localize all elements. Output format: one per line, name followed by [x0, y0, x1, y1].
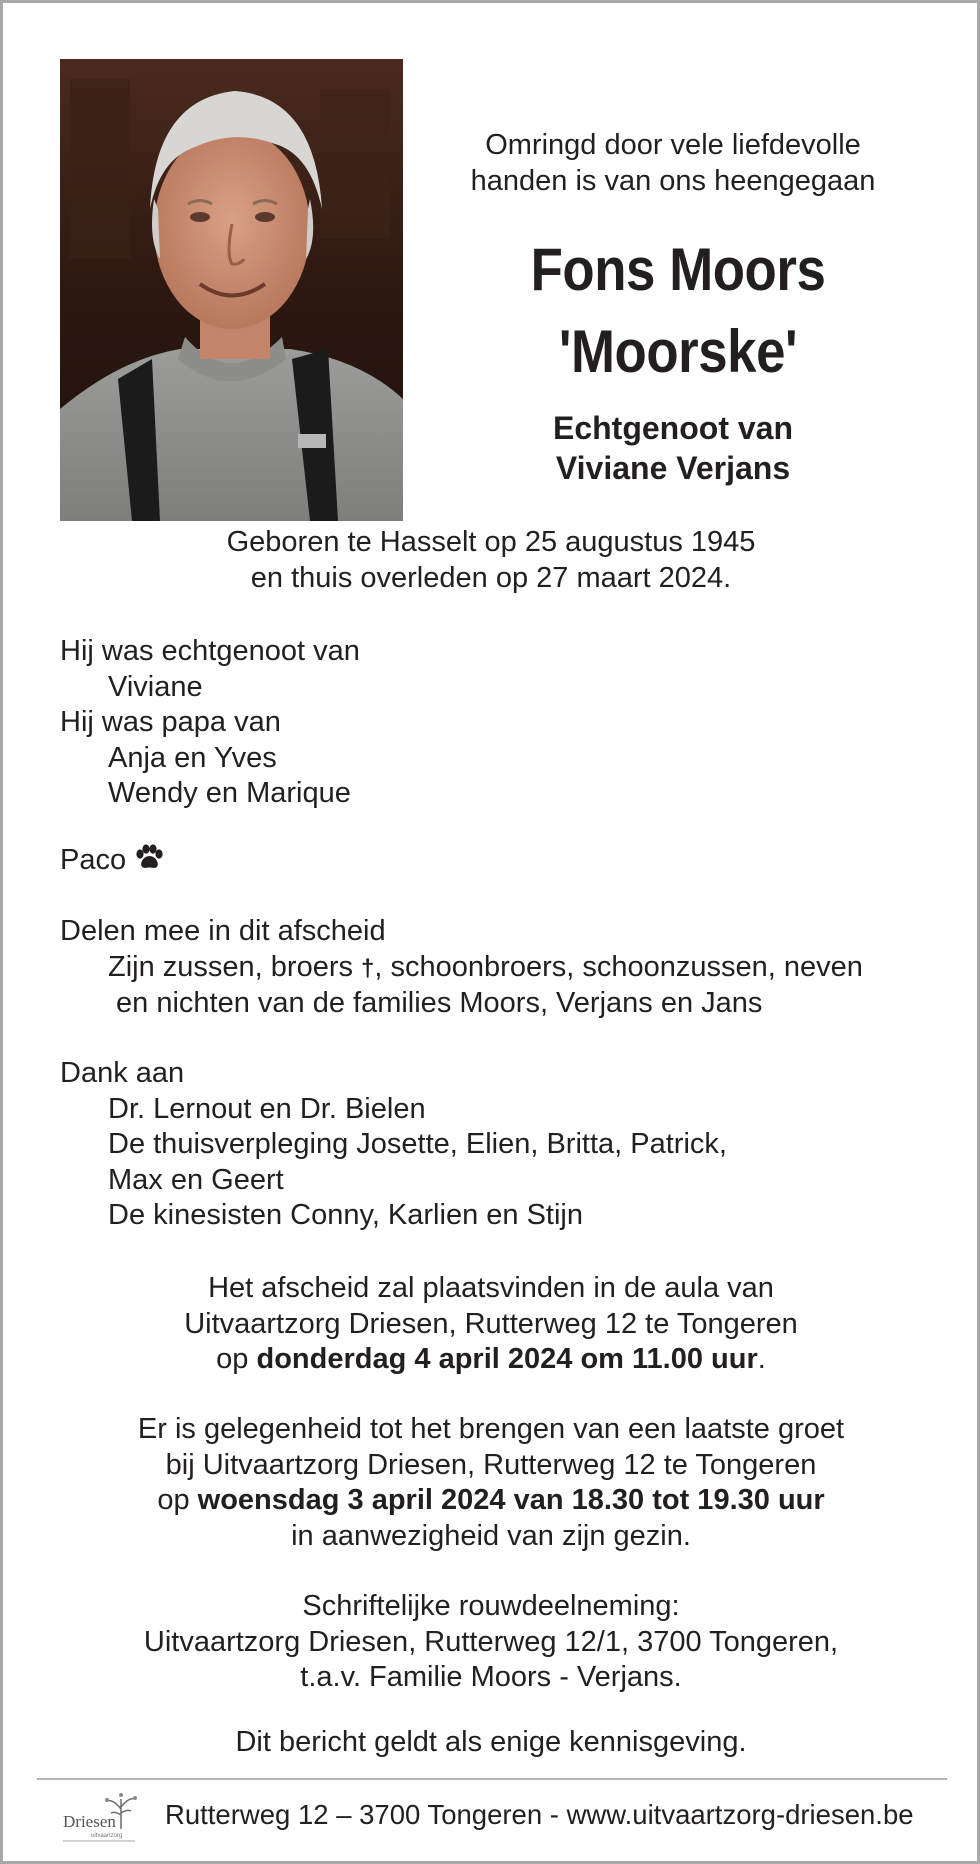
- full-name: Fons Moors: [530, 236, 826, 303]
- thanks-line: Dr. Lernout en Dr. Bielen: [108, 1092, 426, 1125]
- condolence-line-3: t.a.v. Familie Moors - Verjans.: [300, 1661, 682, 1693]
- spouse-line-2: Viviane Verjans: [555, 450, 791, 486]
- visitation-datetime: woensdag 3 april 2024 van 18.30 tot 19.30 uur: [197, 1484, 825, 1516]
- thanks-line: Max en Geert: [108, 1163, 284, 1196]
- visitation-line-4: in aanwezigheid van zijn gezin.: [291, 1519, 691, 1552]
- nickname: 'Moorske': [558, 318, 798, 385]
- thanks-heading: Dank aan: [60, 1057, 185, 1089]
- condolence-line-1: Schriftelijke rouwdeelneming:: [302, 1590, 680, 1622]
- paw-print-icon: [134, 844, 164, 882]
- ceremony-suffix: .: [757, 1343, 766, 1375]
- driesen-logo: [61, 1785, 145, 1845]
- share-line-1-end: , schoonbroers, schoonzussen, neven: [374, 950, 863, 983]
- deceased-name: [462, 229, 893, 393]
- ceremony-datetime: donderdag 4 april 2024 om 11.00 uur: [256, 1343, 758, 1375]
- thanks-line: De thuisverpleging Josette, Elien, Britta, Patrick,: [108, 1128, 727, 1160]
- pet-line: [60, 843, 940, 882]
- condolence-section: [60, 1589, 922, 1696]
- intro-text: [433, 127, 913, 199]
- ceremony-line-3: [60, 1342, 922, 1378]
- birth-death-info: [60, 524, 922, 596]
- visitation-section: [60, 1412, 922, 1554]
- svg-text:uitvaartzorg: uitvaartzorg: [91, 1833, 123, 1839]
- share-section: [60, 914, 940, 1022]
- ceremony-line-2: Uitvaartzorg Driesen, Rutterweg 12 te Tongeren: [184, 1307, 798, 1340]
- portrait-illustration: [60, 59, 403, 521]
- svg-text:Driesen: Driesen: [63, 1812, 116, 1831]
- share-line-2: en nichten van de families Moors, Verjans en Jans: [116, 987, 763, 1019]
- intro-line-2: handen is van ons heengegaan: [470, 165, 876, 197]
- visitation-line-1: Er is gelegenheid tot het brengen van een laatste groet: [137, 1413, 845, 1445]
- thanks-line: De kinesisten Conny, Karlien en Stijn: [108, 1199, 583, 1231]
- share-line-1-start: Zijn zussen, broers: [108, 950, 362, 983]
- spouse-line-1: Echtgenoot van: [552, 410, 793, 446]
- spouse-name: Viviane: [108, 670, 203, 703]
- portrait-photo: [60, 59, 403, 521]
- condolence-line-2: Uitvaartzorg Driesen, Rutterweg 12/1, 3700 Tongeren,: [143, 1625, 839, 1658]
- footer-address: Rutterweg 12 – 3700 Tongeren - www.uitvaartzorg-driesen.be: [165, 1799, 914, 1830]
- share-heading: Delen mee in dit afscheid: [60, 915, 386, 947]
- family-section: [60, 634, 940, 812]
- born-line-1: Geboren te Hasselt op 25 augustus 1945: [226, 526, 756, 558]
- closing-line: Dit bericht geldt als enige kennisgeving.: [235, 1726, 747, 1758]
- spouse-title: [433, 408, 913, 488]
- share-line-1: [60, 950, 940, 987]
- children-heading: Hij was papa van: [60, 706, 281, 738]
- thanks-section: [60, 1056, 940, 1234]
- ceremony-line-1: Het afscheid zal plaatsvinden in de aula van: [208, 1272, 774, 1304]
- ceremony-prefix: op: [216, 1343, 257, 1375]
- intro-line-1: Omringd door vele liefdevolle: [485, 129, 861, 161]
- pet-name: Paco: [60, 844, 127, 876]
- footer-divider: [37, 1778, 947, 1780]
- ceremony-section: [60, 1271, 922, 1378]
- cross-symbol: †: [361, 954, 375, 982]
- children-line: Wendy en Marique: [108, 777, 351, 809]
- spouse-heading: Hij was echtgenoot van: [60, 635, 360, 667]
- children-line: Anja en Yves: [108, 741, 277, 774]
- visitation-prefix: op: [157, 1484, 198, 1516]
- born-line-2: en thuis overleden op 27 maart 2024.: [250, 562, 732, 594]
- visitation-line-2: bij Uitvaartzorg Driesen, Rutterweg 12 te Tongeren: [165, 1448, 817, 1481]
- visitation-line-3: [60, 1483, 922, 1519]
